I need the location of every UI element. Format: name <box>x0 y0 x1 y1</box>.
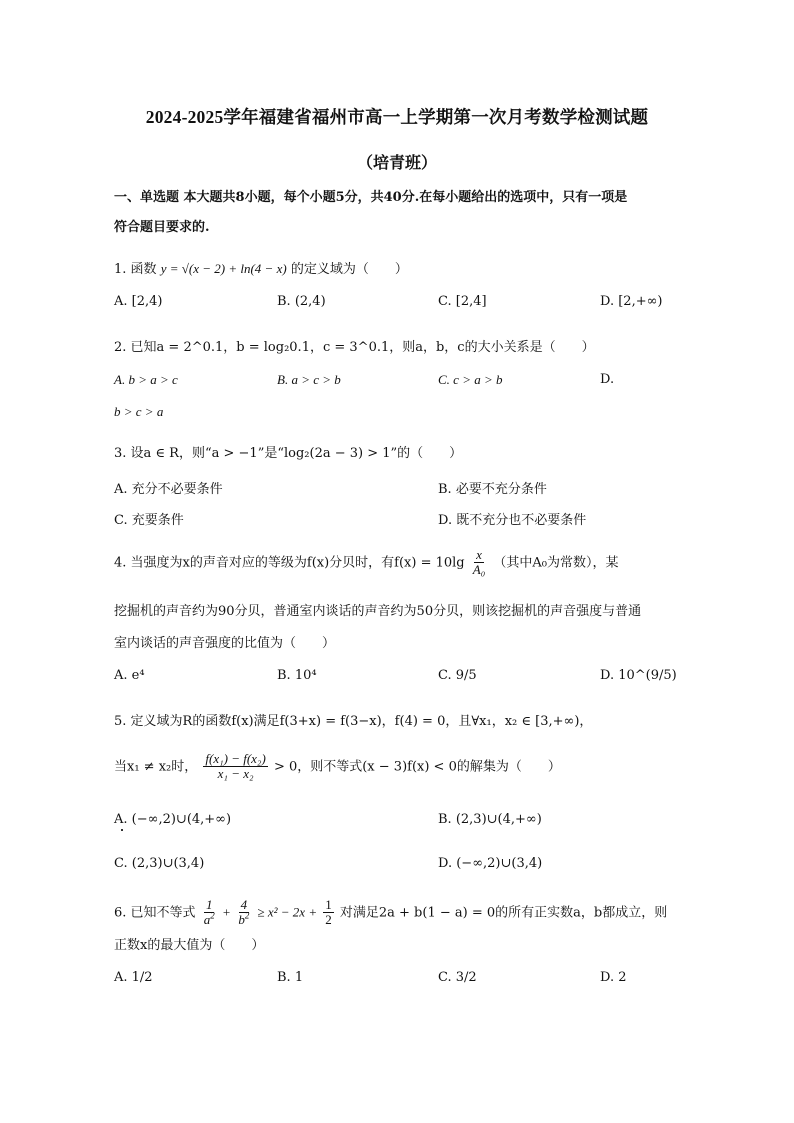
q2-option-d-label: D. <box>600 372 615 387</box>
question-number: 1. <box>114 262 127 277</box>
question-number: 3. <box>114 446 127 461</box>
question-number: 4. <box>114 555 127 571</box>
fraction-one-over-a-squared <box>202 898 217 928</box>
question-4-line3: 室内谈话的声音强度的比值为（ ） <box>114 636 336 651</box>
q2-option-d-value: b > c > a <box>114 404 164 419</box>
q1-option-a: A. [2,4) <box>114 294 163 309</box>
section-heading-line1: 一、单选题 本大题共8小题，每个小题5分，共40分.在每小题给出的选项中，只有一项是 <box>114 190 628 205</box>
question-text: 设a ∈ R，则“a > −1”是“log₂(2a − 3) > 1”的（ ） <box>130 446 463 461</box>
q6-option-d: D. 2 <box>600 970 627 985</box>
q5-option-b: B. (2,3)∪(4,+∞) <box>438 812 542 827</box>
question-2 <box>114 336 595 355</box>
fraction-four-over-b-squared <box>236 898 251 928</box>
fraction-denominator: 2 <box>325 912 332 928</box>
q2-option-a: A. b > a > c <box>114 372 178 387</box>
q1-option-d: D. [2,+∞) <box>600 294 663 309</box>
inequality-rhs: ≥ x² − 2x + <box>257 904 318 920</box>
question-4-line1 <box>114 548 619 578</box>
q2-option-c: C. c > a > b <box>438 372 503 387</box>
q6-option-c: C. 3/2 <box>438 970 477 985</box>
question-formula: y = √(x − 2) + ln(4 − x) <box>160 261 287 276</box>
q1-option-c: C. [2,4] <box>438 294 487 309</box>
fraction-one-half <box>323 898 334 928</box>
fraction-denominator: $a^2$ <box>203 910 215 928</box>
question-text-pre: 当强度为x的声音对应的等级为f(x)分贝时，有f(x) = 10lg <box>130 555 465 571</box>
q6-option-a: A. 1/2 <box>114 970 153 985</box>
question-text-post: （其中A₀为常数），某 <box>493 555 619 571</box>
q1-option-b: B. (2,4) <box>277 294 326 309</box>
exam-subtitle: （培青班） <box>356 155 437 172</box>
fraction-numerator: 1 <box>205 897 213 912</box>
question-text: 定义域为R的函数f(x)满足f(3+x) = f(3−x)，f(4) = 0，且∀x₁，x₂ ∈ [3,+∞)， <box>130 714 593 729</box>
question-text-post: 的定义域为（ ） <box>290 262 408 277</box>
question-text-pre: 当x₁ ≠ x₂时， <box>114 759 198 775</box>
q6-option-b: B. 1 <box>277 970 304 985</box>
q4-option-a: A. e⁴ <box>114 668 145 683</box>
fraction-x-over-a0 <box>471 548 487 578</box>
question-text-pre: 函数 <box>130 262 157 277</box>
question-number: 2. <box>114 340 127 355</box>
question-number: 6. <box>114 905 127 921</box>
q5-option-a: A. (−∞,2)∪(4,+∞) <box>114 812 232 827</box>
fraction-numerator: 4 <box>240 897 248 912</box>
q5-option-c: C. (2,3)∪(3,4) <box>114 856 205 871</box>
section-heading-line2: 符合题目要求的. <box>114 220 210 235</box>
q3-option-b: B. 必要不充分条件 <box>438 482 547 497</box>
question-text-post: > 0，则不等式(x − 3)f(x) < 0的解集为（ ） <box>273 759 561 775</box>
question-text-pre: 已知不等式 <box>130 905 196 921</box>
stray-dot <box>121 829 123 831</box>
q4-option-c: C. 9/5 <box>438 668 477 683</box>
question-6-line2: 正数x的最大值为（ ） <box>114 938 265 953</box>
question-6-line1 <box>114 898 667 928</box>
fraction-numerator: f(x₁) − f(x₂) <box>205 751 266 766</box>
exam-title: 2024-2025学年福建省福州市高一上学期第一次月考数学检测试题 <box>145 107 649 127</box>
question-5-line2 <box>114 752 561 782</box>
fraction-difference-quotient <box>203 752 267 782</box>
question-4-line2: 挖掘机的声音约为90分贝，普通室内谈话的声音约为50分贝，则该挖掘机的声音强度与普通 <box>114 604 642 619</box>
fraction-denominator: x₁ − x₂ <box>217 766 254 782</box>
question-text: 已知a = 2^0.1，b = log₂0.1，c = 3^0.1，则a，b，c的大小关系是（ ） <box>130 340 595 355</box>
q2-option-b: B. a > c > b <box>277 372 341 387</box>
fraction-denominator: A₀ <box>472 562 486 578</box>
question-5-line1 <box>114 710 592 729</box>
question-1 <box>114 258 408 277</box>
fraction-denominator: $b^2$ <box>238 910 250 928</box>
q5-option-d: D. (−∞,2)∪(3,4) <box>438 856 543 871</box>
question-3 <box>114 442 462 461</box>
q3-option-c: C. 充要条件 <box>114 513 184 528</box>
fraction-numerator: x <box>476 547 482 562</box>
q4-option-b: B. 10⁴ <box>277 668 317 683</box>
question-number: 5. <box>114 714 127 729</box>
q4-option-d: D. 10^(9/5) <box>600 668 677 683</box>
fraction-numerator: 1 <box>325 897 332 912</box>
q3-option-d: D. 既不充分也不必要条件 <box>438 513 587 528</box>
q3-option-a: A. 充分不必要条件 <box>114 482 223 497</box>
plus-sign: + <box>222 904 231 920</box>
question-text-post: 对满足2a + b(1 − a) = 0的所有正实数a，b都成立，则 <box>339 905 668 921</box>
